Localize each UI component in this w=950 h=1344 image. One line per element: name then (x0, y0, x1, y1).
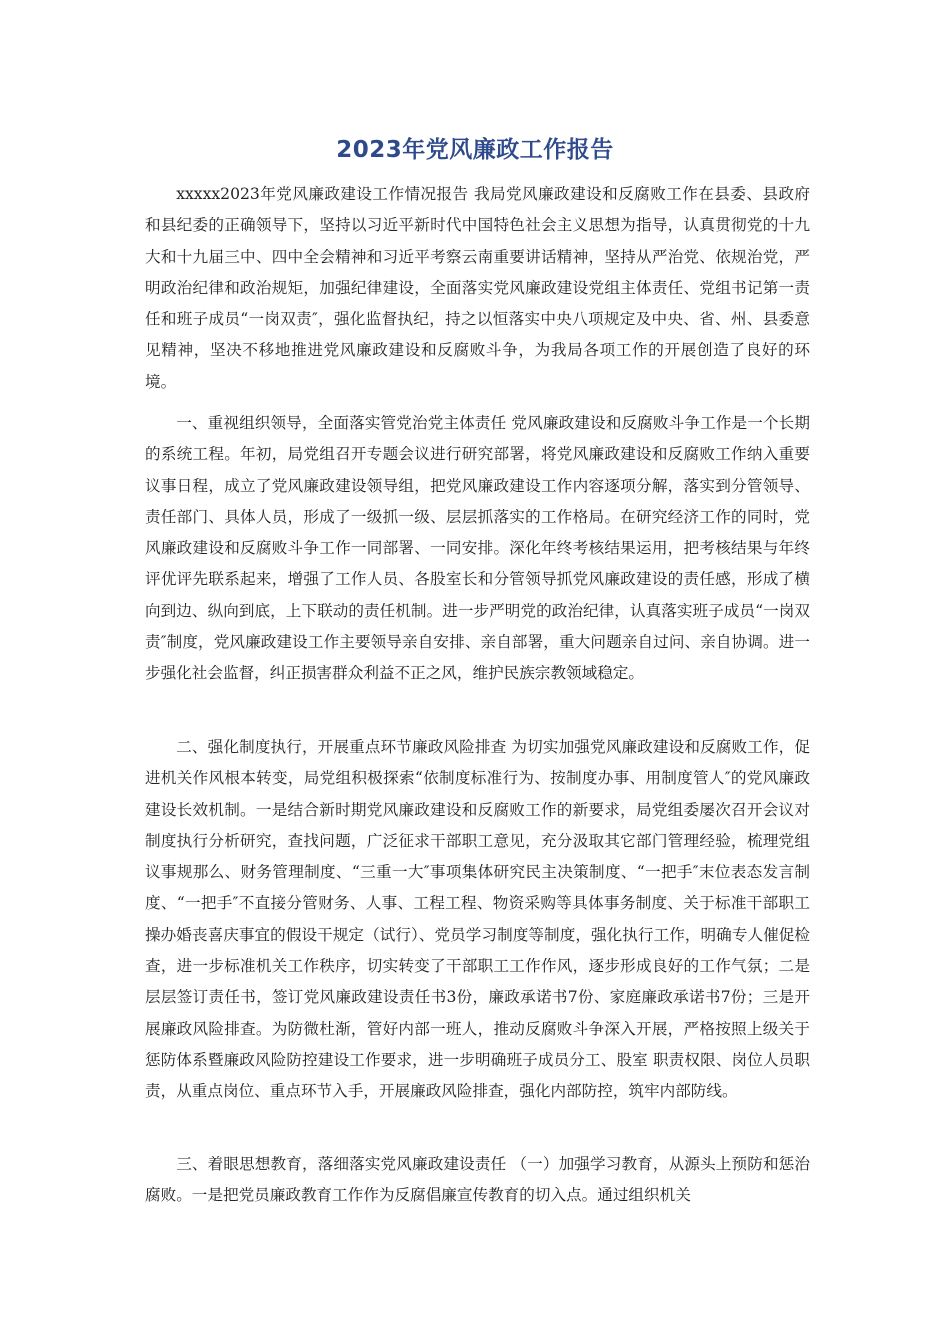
page-title: 2023年党风廉政工作报告 (336, 137, 614, 163)
paragraph-section-2: 二、强化制度执行，开展重点环节廉政风险排查 为切实加强党风廉政建设和反腐败工作，促进机关作风根本转变，局党组积极探索“依制度标准行为、按制度办事、用制度管人″的党风廉政建设长效机制。一是结合新时期党风廉政建设和反腐败工作的新要求，局党组委屡次召开会议对制度执行分析研究，查找问题，广泛征求干部职工意见，充分汲取其它部门管理经验，梳理党组议事规那么、财务管理制度、“三重一大″事项集体研究民主决策制度、“一把手″末位表态发言制度、“一把手″不直接分管财务、人事、工程工程、物资采购等具体事务制度、关于标准干部职工操办婚丧喜庆事宜的假设干规定（试行）、党员学习制度等制度，强化执行工作，明确专人催促检查，进一步标准机关工作秩序，切实转变了干部职工工作作风，逐步形成良好的工作气氛；二是层层签订责任书，签订党风廉政建设责任书3份，廉政承诺书7份、家庭廉政承诺书7份；三是开展廉政风险排查。为防微杜渐，管好内部一班人，推动反腐败斗争深入开展，严格按照上级关于惩防体系暨廉政风险防控建设工作要求，进一步明确班子成员分工、股室 职责权限、岗位人员职责，从重点岗位、重点环节入手，开展廉政风险排查，强化内部防控，筑牢内部防线。 (145, 738, 810, 1101)
paragraph-section-3: 三、着眼思想教育，落细落实党风廉政建设责任 （一）加强学习教育，从源头上预防和惩治腐败。一是把党员廉政教育工作作为反腐倡廉宣传教育的切入点。通过组织机关 (145, 1155, 810, 1205)
paragraph-intro: xxxxx2023年党风廉政建设工作情况报告 我局党风廉政建设和反腐败工作在县委、县政府和县纪委的正确领导下，坚持以习近平新时代中国特色社会主义思想为指导，认真贯彻党的十九大和十九届三中、四中全会精神和习近平考察云南重要讲话精神，坚持从严治党、依规治党，严明政治纪律和政治规矩，加强纪律建设，全面落实党风廉政建设党组主体责任、党组书记第一责任和班子成员“一岗双责″，强化监督执纪，持之以恒落实中央八项规定及中央、省、州、县委意见精神，坚决不移地推进党风廉政建设和反腐败斗争，为我局各项工作的开展创造了良好的环境。 (145, 185, 810, 391)
paragraph-section-1: 一、重视组织领导，全面落实管党治党主体责任 党风廉政建设和反腐败斗争工作是一个长期的系统工程。年初，局党组召开专题会议进行研究部署，将党风廉政建设和反腐败工作纳入重要议事日程，成立了党风廉政建设领导组，把党风廉政建设工作内容逐项分解，落实到分管领导、责任部门、具体人员，形成了一级抓一级、层层抓落实的工作格局。在研究经济工作的同时，党风廉政建设和反腐败斗争工作一同部署、一同安排。深化年终考核结果运用，把考核结果与年终评优评先联系起来，增强了工作人员、各股室长和分管领导抓党风廉政建设的责任感，形成了横向到边、纵向到底，上下联动的责任机制。进一步严明党的政治纪律，认真落实班子成员“一岗双责″制度，党风廉政建设工作主要领导亲自安排、亲自部署，重大问题亲自过问、亲自协调。进一步强化社会监督，纠正损害群众利益不正之风，维护民族宗教领域稳定。 (145, 414, 810, 683)
